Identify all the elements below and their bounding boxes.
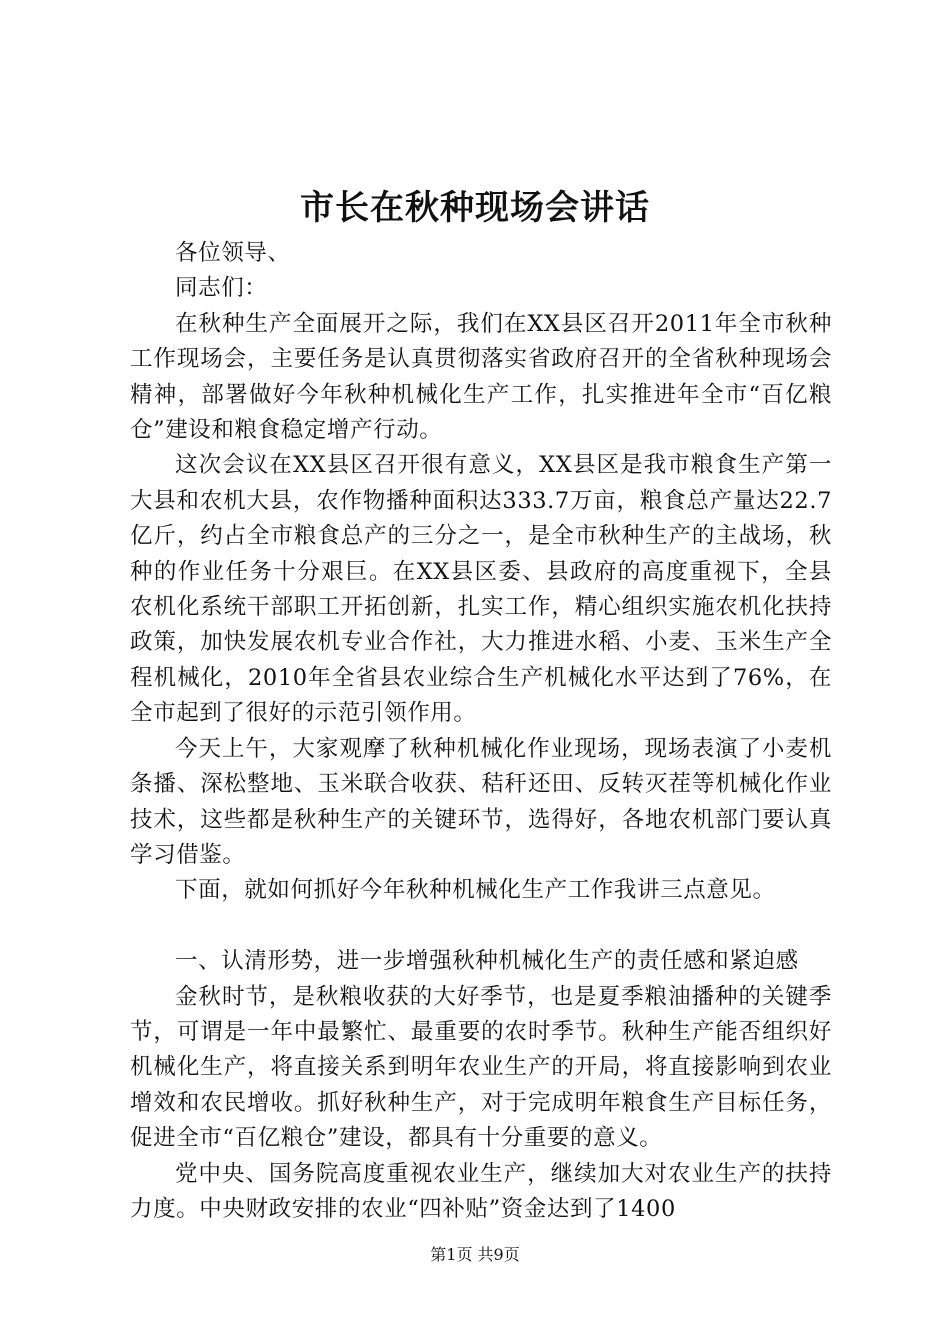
section-heading-1: 一、认清形势，进一步增强秋种机械化生产的责任感和紧迫感	[175, 948, 799, 975]
paragraph-central-support: 党中央、国务院高度重视农业生产，继续加大对农业生产的扶持力度。中央财政安排的农业“四补贴”资金达到了1400	[130, 1160, 832, 1222]
salutation-comrades: 同志们：	[175, 275, 268, 302]
document-title: 市长在秋种现场会讲话	[300, 188, 650, 228]
paragraph-gap	[130, 909, 832, 944]
paragraph-meeting-significance: 这次会议在XX县区召开很有意义，XX县区是我市粮食生产第一大县和农机大县，农作物播种面积达333.7万亩，粮食总产量达22.7亿斤，约占全市粮食总产的三分之一，是全市秋种生产的主战场，秋种的作业任务十分艰巨。在XX县区委、县政府的高度重视下，全县农机化系统干部职工开拓创新，扎实工作，精心组织实施农机化扶持政策，加快发展农机专业合作社，大力推进水稻、小麦、玉米生产全程机械化，2010年全省县农业综合生产机械化水平达到了76%，在全市起到了很好的示范引领作用。	[130, 452, 832, 727]
paragraph-three-points: 下面，就如何抓好今年秋种机械化生产工作我讲三点意见。	[175, 877, 776, 904]
document-body	[130, 236, 832, 1227]
paragraph-field-demo: 今天上午，大家观摩了秋种机械化作业现场，现场表演了小麦机条播、深松整地、玉米联合收获、秸秆还田、反转灭茬等机械化作业技术，这些都是秋种生产的关键环节，选得好，各地农机部门要认真学习借鉴。	[130, 735, 832, 868]
page-number-footer: 第1页 共9页	[430, 1245, 520, 1264]
paragraph-autumn-season: 金秋时节，是秋粮收获的大好季节，也是夏季粮油播种的关键季节，可谓是一年中最繁忙、最重要的农时季节。秋种生产能否组织好机械化生产，将直接关系到明年农业生产的开局，将直接影响到农业增效和农民增收。抓好秋种生产，对于完成明年粮食生产目标任务，促进全市“百亿粮仓”建设，都具有十分重要的意义。	[130, 983, 832, 1152]
paragraph-intro: 在秋种生产全面展开之际，我们在XX县区召开2011年全市秋种工作现场会，主要任务是认真贯彻落实省政府召开的全省秋种现场会精神，部署做好今年秋种机械化生产工作，扎实推进年全市“百亿粮仓”建设和粮食稳定增产行动。	[130, 310, 832, 444]
salutation-leaders: 各位领导、	[175, 240, 291, 266]
